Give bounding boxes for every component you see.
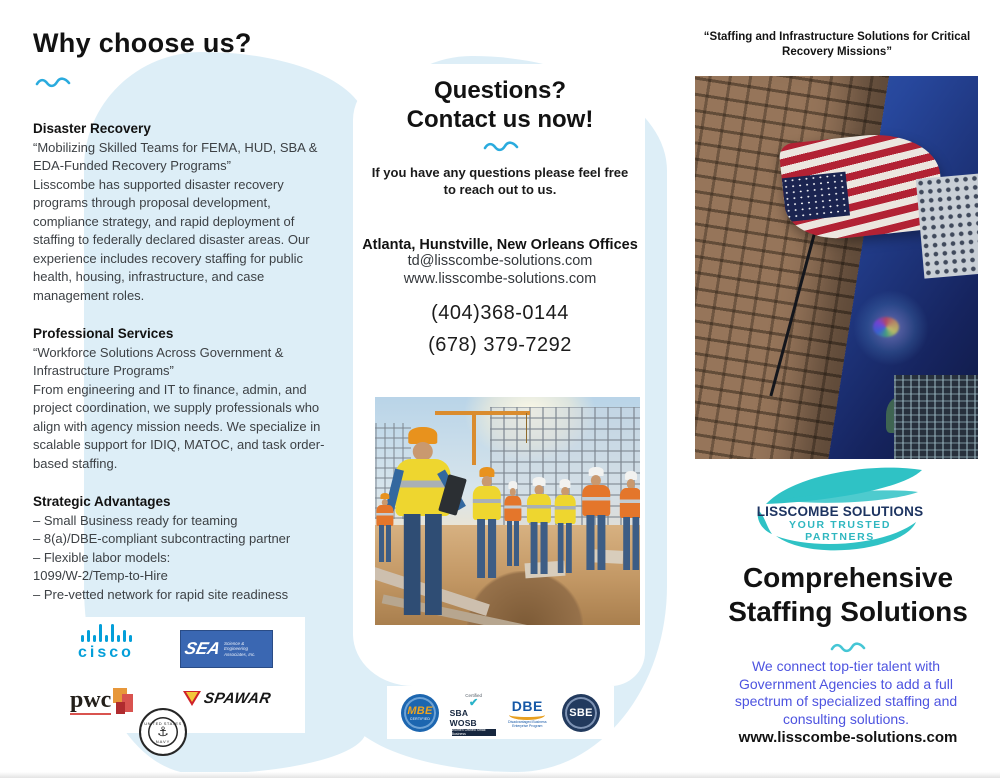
pwc-logo <box>70 688 135 718</box>
gear-icon <box>401 694 439 732</box>
worker-figure <box>375 493 395 563</box>
website-url: www.lisscombe-solutions.com <box>403 270 597 287</box>
cisco-logo <box>66 622 146 662</box>
contact-block <box>352 237 648 357</box>
spawar-logo <box>183 690 271 707</box>
section-strategic-advantages <box>33 493 327 604</box>
sea-line1: Science & Engineering <box>223 640 248 652</box>
cisco-bridge-icon <box>66 622 146 642</box>
worker-figure <box>618 471 640 571</box>
title-line-2: Contact us now! <box>406 106 594 133</box>
building <box>916 173 978 278</box>
building <box>894 375 978 459</box>
badge-subtext: Certified <box>465 692 483 698</box>
squiggle-icon <box>35 76 71 88</box>
sea-logo-text: SEA <box>182 639 223 658</box>
flag-building-photo <box>695 76 978 459</box>
sea-logo <box>180 630 273 668</box>
section-heading: Disaster Recovery <box>33 121 151 136</box>
worker-figure <box>580 467 612 571</box>
eagle-anchor-icon: ⚓ <box>157 724 169 740</box>
us-navy-seal <box>139 708 187 756</box>
list-item: – Pre-vetted network for rapid site readiness <box>33 586 289 602</box>
list-item: 1099/W-2/Temp-to-Hire <box>33 568 168 583</box>
badge-dbe <box>503 689 551 737</box>
section-heading: Strategic Advantages <box>33 494 171 509</box>
right-panel-body: We connect top-tier talent with Government Agencies to add a full spectrum of specialized staffing and consulting solutions. <box>734 658 958 727</box>
badge-sba-wosb <box>450 689 498 737</box>
badge-mbe <box>396 689 444 737</box>
swoosh-icon <box>509 710 545 720</box>
badge-sbe <box>557 689 605 737</box>
worker-figure <box>391 427 455 617</box>
worker-figure <box>553 479 577 574</box>
navy-seal-text-top: UNITED STATES <box>144 720 182 726</box>
list-item: – 8(a)/DBE-compliant subcontracting partner <box>33 531 291 546</box>
certification-badges <box>387 686 614 739</box>
crane-icon <box>435 411 530 415</box>
badge-subtext: Disadvantaged Business Enterprise Program <box>508 719 547 728</box>
badge-label: MBE <box>407 704 433 717</box>
phone-number-2: (678) 379-7292 <box>428 334 572 356</box>
sea-line2: Associates, Inc. <box>223 651 256 657</box>
sea-logo-subtext <box>224 641 268 658</box>
badge-label: DBE <box>511 697 543 714</box>
section-quote: “Mobilizing Skilled Teams for FEMA, HUD, SBA & EDA-Funded Recovery Programs” <box>33 139 318 173</box>
worker-figure <box>503 481 523 567</box>
website-url: www.lisscombe-solutions.com <box>738 729 958 746</box>
heading-line-1: Comprehensive <box>742 562 954 593</box>
badge-subtext: Women Owned Small Business <box>452 729 496 736</box>
title-line-1: Questions? <box>433 77 566 104</box>
crane-cable <box>526 413 527 443</box>
lisscombe-logo <box>752 464 928 560</box>
logo-company-name: LISSCOMBE SOLUTIONS <box>756 504 924 519</box>
office-locations: Atlanta, Hunstville, New Orleans Offices <box>362 237 638 253</box>
contact-intro: If you have any questions please feel free to reach out to us. <box>371 165 629 197</box>
middle-panel-title <box>360 76 640 134</box>
right-panel-heading <box>698 561 998 629</box>
mission-quote: “Staffing and Infrastructure Solutions for Critical Recovery Missions” <box>703 31 971 58</box>
squiggle-icon <box>483 140 519 152</box>
badge-label: SBA WOSB <box>449 707 477 728</box>
skyscraper <box>695 76 891 459</box>
squiggle-icon <box>830 641 866 653</box>
crane-icon <box>472 411 476 465</box>
section-professional-services <box>33 325 327 473</box>
section-body: Lisscombe has supported disaster recovery programs through proposal development, compliance strategy, and rapid deployment of staffing to federally declared disaster areas. Our experience includes recovery staffing for public health, housing, infrastructure, and case management roles. <box>33 176 310 303</box>
badge-label: SBE <box>569 706 593 719</box>
section-body: From engineering and IT to finance, admin, and project coordination, we supply professionals who align with agency mission needs. We specialize in scalable support for IDIQ, MATOC, and task order-based staffing. <box>33 381 325 471</box>
check-icon: ✔ <box>469 696 479 709</box>
page-edge <box>0 772 1000 778</box>
construction-photo <box>375 397 640 625</box>
list-item: – Flexible labor models: <box>33 549 171 565</box>
phone-number-1: (404)368-0144 <box>431 302 569 324</box>
section-disaster-recovery <box>33 120 327 305</box>
heading-line-2: Staffing Solutions <box>728 596 968 627</box>
worker-figure <box>525 477 553 575</box>
left-panel-title: Why choose us? <box>33 28 252 58</box>
navy-seal-text-bottom: NAVY <box>155 738 171 744</box>
email-address: td@lisscombe-solutions.com <box>407 253 593 269</box>
spawar-logo-text: SPAWAR <box>202 690 273 707</box>
list-item: – Small Business ready for teaming <box>33 512 238 528</box>
gear-icon <box>562 694 600 732</box>
cisco-logo-text: cisco <box>78 644 134 661</box>
section-quote: “Workforce Solutions Across Government & Infrastructure Programs” <box>33 344 284 378</box>
logo-tagline: YOUR TRUSTED PARTNERS <box>788 519 892 543</box>
flag-stars <box>782 172 850 222</box>
worker-figure <box>470 467 503 579</box>
left-panel-sections <box>33 120 327 624</box>
pwc-blocks-icon <box>113 688 135 718</box>
spawar-v-icon <box>183 691 201 706</box>
badge-subtext: CERTIFIED <box>409 716 431 721</box>
section-heading: Professional Services <box>33 326 174 341</box>
pwc-logo-text: pwc <box>70 687 112 713</box>
